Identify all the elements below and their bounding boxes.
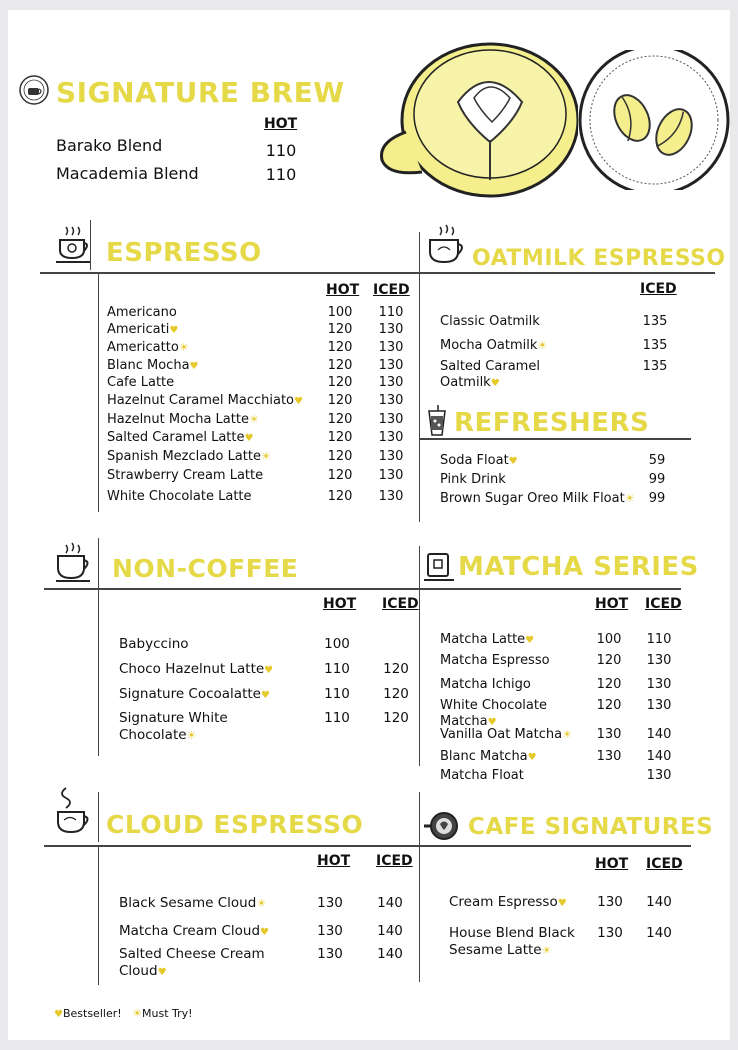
heart-icon: ♥: [54, 1009, 63, 1020]
item-name: Strawberry Cream Latte: [107, 468, 264, 483]
price-iced: 120: [383, 661, 409, 677]
price-hot: 100: [327, 305, 353, 320]
list-item: [107, 412, 259, 428]
item-name: Black Sesame Cloud: [119, 895, 257, 911]
list-item: [119, 686, 270, 703]
item-name: Signature Cocoalatte: [119, 686, 261, 702]
item-name: Americatto: [107, 340, 179, 355]
price-hot: 120: [327, 375, 353, 390]
price-hot: 130: [596, 749, 622, 764]
item-name: Cream Espresso: [449, 894, 558, 910]
price-iced: 130: [646, 677, 672, 692]
heart-icon: ♥: [294, 396, 303, 407]
price-iced: 130: [378, 468, 404, 483]
heart-icon: ♥: [260, 927, 269, 938]
center-vline-bottom: [419, 792, 420, 982]
legend-must-try: Must Try!: [142, 1007, 193, 1020]
item-name: Hazelnut Mocha Latte: [107, 412, 249, 427]
espresso-title: ESPRESSO: [106, 238, 262, 268]
price-hot: 100: [324, 636, 350, 652]
list-item: Barako Blend: [56, 136, 163, 155]
item-name: White Chocolate Latte: [107, 489, 252, 504]
list-item: [119, 895, 266, 912]
price-hot: 120: [327, 358, 353, 373]
cloud-vline: [98, 845, 99, 985]
cloud-title: CLOUD ESPRESSO: [106, 810, 364, 839]
cloud-hline: [44, 845, 422, 847]
price-iced: 140: [646, 727, 672, 742]
price-iced: 140: [646, 749, 672, 764]
signature-hot-header: HOT: [264, 116, 298, 132]
list-item: [440, 677, 531, 693]
heart-icon: ♥: [189, 361, 199, 372]
heart-icon: ♥: [487, 717, 497, 729]
list-item: [107, 375, 174, 391]
item-name: House Blend Black: [449, 925, 575, 941]
sun-icon: ☀: [562, 728, 572, 741]
cloud-iced-header: ICED: [376, 853, 413, 869]
list-item: [107, 449, 271, 465]
noncoffee-hline: [44, 588, 422, 590]
price-hot: 110: [324, 710, 350, 726]
list-item: [449, 925, 575, 959]
item-name-line2: Sesame Latte: [449, 941, 542, 958]
price-iced: 110: [646, 632, 672, 647]
item-name: Mocha Oatmilk: [440, 338, 538, 353]
list-item: [119, 946, 265, 980]
sun-icon: ☀: [248, 413, 259, 426]
price: 110: [265, 165, 297, 184]
oatmilk-title: OATMILK ESPRESSO: [472, 246, 726, 271]
price-hot: 130: [317, 923, 343, 939]
item-name-line2: Oatmilk: [440, 375, 491, 391]
cafesig-iced-header: ICED: [646, 856, 683, 872]
price-hot: 120: [327, 449, 353, 464]
item-name: Blanc Mocha: [107, 358, 190, 373]
cloud-icon-vline: [98, 792, 99, 842]
item-name: White Chocolate: [440, 698, 547, 713]
item-name: Americano: [107, 305, 177, 320]
price-hot: 130: [317, 895, 343, 911]
matcha-iced-header: ICED: [645, 596, 682, 612]
price: 99: [648, 491, 666, 506]
espresso-cup-icon: [54, 224, 94, 272]
list-item: [440, 749, 537, 765]
price-hot: 120: [327, 340, 353, 355]
cloud-hot-header: HOT: [317, 853, 351, 869]
price-iced: 120: [383, 686, 409, 702]
noncoffee-title: NON-COFFEE: [112, 554, 299, 583]
heart-icon: ♥: [169, 325, 179, 336]
heart-icon: ♥: [244, 433, 254, 444]
price-hot: 120: [327, 412, 353, 427]
list-item: [107, 468, 263, 484]
price-hot: 120: [596, 677, 622, 692]
price-iced: 140: [377, 895, 403, 911]
item-name-line2: Matcha: [440, 714, 488, 730]
oatmilk-hline: [419, 272, 715, 274]
item-name: Matcha Ichigo: [440, 677, 531, 692]
steaming-cup-icon: [48, 786, 92, 842]
list-item: [440, 453, 518, 469]
item-name: Matcha Cream Cloud: [119, 923, 261, 939]
price-iced: 130: [378, 430, 404, 445]
price-iced: 140: [646, 925, 672, 941]
latte-art-cup-icon: [378, 40, 578, 204]
sun-icon: ☀: [624, 492, 635, 505]
list-item: [440, 653, 550, 669]
price-hot: 100: [596, 632, 622, 647]
price-iced: 130: [646, 768, 672, 783]
price-hot: 110: [324, 661, 350, 677]
legend-bestseller: Bestseller!: [62, 1007, 122, 1020]
price-hot: 120: [596, 698, 622, 713]
price: 59: [648, 453, 666, 468]
center-vline-mid: [419, 546, 420, 766]
noncoffee-icon-vline: [98, 538, 99, 588]
heart-icon: ♥: [527, 752, 537, 763]
price-iced: 120: [383, 710, 409, 726]
espresso-vline: [98, 272, 99, 512]
list-item: [107, 305, 177, 321]
noncoffee-vline: [98, 588, 99, 756]
list-item: [440, 491, 635, 507]
item-name: Soda Float: [440, 453, 509, 468]
sun-icon: ☀: [260, 450, 271, 463]
menu-page: [8, 10, 730, 1040]
item-name: Classic Oatmilk: [440, 314, 540, 329]
price-hot: 110: [324, 686, 350, 702]
sun-icon: ☀: [186, 728, 197, 742]
sun-icon: ☀: [541, 943, 552, 957]
list-item: [107, 489, 252, 505]
item-name: Matcha Espresso: [440, 653, 550, 668]
list-item: [107, 430, 253, 446]
price-iced: 135: [642, 359, 668, 374]
signature-title: SIGNATURE BREW: [56, 76, 345, 109]
heart-icon: ♥: [490, 378, 500, 390]
sun-icon: ☀: [256, 897, 267, 910]
espresso-hot-header: HOT: [326, 282, 360, 298]
espresso-icon-vline: [90, 220, 91, 270]
price-iced: 130: [378, 322, 404, 337]
price-hot: 120: [327, 430, 353, 445]
price-hot: 130: [317, 946, 343, 962]
item-name: Pink Drink: [440, 472, 506, 487]
price-hot: 120: [327, 468, 353, 483]
price: 99: [648, 472, 666, 487]
price-iced: 130: [378, 412, 404, 427]
refreshers-hline: [419, 438, 691, 440]
list-item: Macademia Blend: [56, 164, 199, 183]
list-item: [440, 359, 540, 392]
item-name: Choco Hazelnut Latte: [119, 661, 265, 677]
coffee-beans-plate-icon: [574, 50, 732, 194]
noncoffee-hot-header: HOT: [323, 596, 357, 612]
price-hot: 130: [597, 925, 623, 941]
price-hot: 120: [596, 653, 622, 668]
price-iced: 130: [378, 449, 404, 464]
item-name: Americati: [107, 322, 170, 337]
list-item: [440, 632, 534, 648]
item-name: Spanish Mezclado Latte: [107, 449, 261, 464]
oatmilk-iced-header: ICED: [640, 281, 677, 297]
legend: [54, 1007, 193, 1020]
price-iced: 135: [642, 338, 668, 353]
cafesig-hot-header: HOT: [595, 856, 629, 872]
list-item: [107, 393, 303, 409]
latte-cup-icon: [426, 224, 468, 274]
heart-icon: ♥: [508, 456, 518, 467]
list-item: [440, 698, 547, 731]
price-iced: 130: [378, 489, 404, 504]
item-name-line2: Cloud: [119, 962, 158, 979]
heart-icon: ♥: [557, 898, 567, 909]
price-iced: 140: [646, 894, 672, 910]
list-item: [440, 314, 540, 330]
list-item: [440, 768, 524, 784]
item-name: Salted Caramel: [440, 359, 540, 374]
list-item: [449, 894, 567, 911]
item-name: Brown Sugar Oreo Milk Float: [440, 491, 625, 506]
item-name: Blanc Matcha: [440, 749, 528, 764]
price-iced: 130: [646, 698, 672, 713]
logo-icon: [18, 74, 50, 110]
price-iced: 130: [378, 375, 404, 390]
sun-icon: ☀: [132, 1007, 143, 1020]
cafesig-hline: [419, 845, 691, 847]
price: 110: [265, 141, 297, 160]
list-item: [107, 340, 189, 356]
matcha-cup-icon: [422, 550, 456, 590]
list-item: [107, 358, 199, 374]
sun-icon: ☀: [537, 339, 548, 352]
item-name: Salted Caramel Latte: [107, 430, 245, 445]
price-hot: 120: [327, 322, 353, 337]
list-item: [107, 322, 178, 338]
item-name: Vanilla Oat Matcha: [440, 727, 563, 742]
matcha-hline: [419, 588, 681, 590]
price-iced: 135: [642, 314, 668, 329]
list-item: [440, 727, 572, 743]
iced-drink-icon: [426, 404, 448, 442]
heart-icon: ♥: [157, 966, 167, 978]
item-name: Matcha Float: [440, 768, 524, 783]
list-item: [440, 472, 506, 488]
item-name: Signature White: [119, 710, 228, 726]
heart-icon: ♥: [525, 635, 535, 646]
item-name: Babyccino: [119, 636, 189, 652]
heart-icon: ♥: [260, 690, 270, 701]
sun-icon: ☀: [178, 341, 189, 354]
list-item: [119, 636, 189, 653]
price-iced: 130: [378, 358, 404, 373]
noncoffee-iced-header: ICED: [382, 596, 419, 612]
price-hot: 130: [597, 894, 623, 910]
price-iced: 110: [378, 305, 404, 320]
matcha-hot-header: HOT: [595, 596, 629, 612]
list-item: [440, 338, 547, 354]
item-name: Cafe Latte: [107, 375, 175, 390]
price-iced: 130: [378, 393, 404, 408]
price-hot: 120: [327, 393, 353, 408]
price-iced: 140: [377, 923, 403, 939]
item-name-line2: Chocolate: [119, 726, 187, 743]
list-item: [119, 710, 228, 744]
tea-cup-icon: [54, 542, 94, 588]
center-vline-top: [419, 232, 420, 522]
refreshers-title: REFRESHERS: [454, 408, 650, 438]
list-item: [119, 923, 269, 940]
list-item: [119, 661, 273, 678]
price-iced: 140: [377, 946, 403, 962]
price-hot: 120: [327, 489, 353, 504]
cafe-cup-top-icon: [422, 810, 464, 846]
cafesig-title: CAFE SIGNATURES: [468, 814, 714, 840]
price-iced: 130: [378, 340, 404, 355]
espresso-iced-header: ICED: [373, 282, 410, 298]
matcha-title: MATCHA SERIES: [458, 552, 699, 582]
heart-icon: ♥: [264, 665, 274, 676]
item-name: Hazelnut Caramel Macchiato: [107, 393, 294, 408]
price-iced: 130: [646, 653, 672, 668]
price-hot: 130: [596, 727, 622, 742]
item-name: Salted Cheese Cream: [119, 946, 265, 962]
item-name: Matcha Latte: [440, 632, 526, 647]
